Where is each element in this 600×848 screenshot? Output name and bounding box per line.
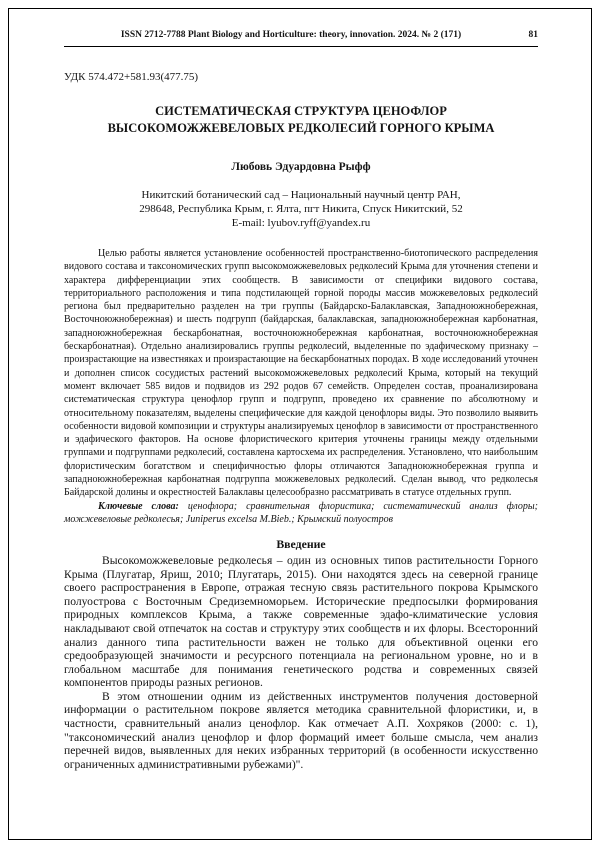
keywords-label: Ключевые слова: — [98, 500, 179, 512]
page-number: 81 — [528, 30, 538, 40]
article-title: СИСТЕМАТИЧЕСКАЯ СТРУКТУРА ЦЕНОФЛОР ВЫСОКОМОЖЖЕВЕЛОВЫХ РЕДКОЛЕСИЙ ГОРНОГО КРЫМА — [107, 104, 495, 135]
author-name: Любовь Эдуардовна Рыфф — [231, 160, 371, 173]
affiliation-line-2: 298648, Республика Крым, г. Ялта, пгт Никита, Спуск Никитский, 52 — [139, 202, 463, 215]
journal-line: ISSN 2712-7788 Plant Biology and Horticulture: theory, innovation. 2024. № 2 (171) — [120, 30, 462, 40]
affiliation-line-1: Никитский ботанический сад – Национальный научный центр РАН, — [141, 188, 461, 201]
keywords-text: ценофлора; сравнительная флористика; систематический анализ флоры; можжевеловые редколесья; — [64, 500, 539, 525]
email-line: E-mail: lyubov.ryff@yandex.ru — [231, 216, 371, 229]
intro-paragraph-2: В этом отношении одним из действенных инструментов получения достоверной информации о растительном покрове является методика сравнительной флористики, и, в частности, сравнительный анализ ценофлор. Как отмечает А.П. Хохряков (2000: с. 1), "таксономический анализ ценофлор и флор формаций имеет больше смысла, чем анализ перечней видов, выявленных для неких избранных территорий (в особенности искусственно ограниченных административными рубежами)". — [64, 689, 538, 771]
affiliation-block — [64, 188, 538, 230]
keywords-latin-name: Juniperus excelsa — [185, 513, 258, 525]
keywords-block — [64, 500, 538, 527]
udc-code: УДК 574.472+581.93(477.75) — [64, 71, 199, 83]
intro-paragraph-1: Высокоможжевеловые редколесья – один из основных типов растительности Горного Крыма (Плугатар, Яриш, 2010; Плугатарь, 2015). Они находятся здесь на северной границе своего распространения в Европе, отражая тесную связь растительного покрова Крымского полуострова с Восточным Средиземноморьем. Исторические предпосылки формирования природных комплексов Крыма, а также современные эдафо-климатические условия накладывают свой отпечаток на состав и структуру этих сообществ и их флоры. Всесторонний анализ данного типа растительности важен не только для объективной оценки его средообразующей значимости и ресурсного потенциала на региональном уровне, но и в глобальном масштабе для понимания генетического родства и современных связей компонентов природы разных регионов. — [64, 554, 538, 690]
keywords-tail: M.Bieb.; Крымский полуостров — [259, 513, 393, 525]
running-header — [64, 30, 538, 47]
section-heading-introduction: Введение — [276, 537, 326, 552]
abstract-text: Целью работы является установление особенностей пространственно-биотопического распределения видового состава и таксономических групп высокоможжевеловых редколесий Крыма для уточнения степени и характера дифференциации этих сообществ. В зависимости от специфики видового состава, территориального расположения и типа подстилающей горной породы массив можжевеловых редколесий региона был предварительно разделен на три группы (Байдарско-Балаклавская, Западноюжнобережная, Восточноюжнобережная) и шесть подгрупп (байдарская, балаклавская, западноюжнобережная карбонатная, западноюжнобережная бескарбонатная, восточноюжнобережная карбонатная, восточноюжнобережная бескарбонатная). Отдельно анализировались группы редколесий, выделенные по эдафическому признаку – произрастающие на известняках и произрастающие на бескарбонатных породах. В ходе исследований уточнен и дополнен список сосудистых растений высокоможжевеловых редколесий Крыма, который на текущий момент включает 585 видов и подвидов из 292 родов 67 семейств. Определен состав, проанализирована систематическая структура ценофлор групп и подгрупп, проведено их сравнение по абсолютному и относительному показателям, выделены специфические для каждой ценофлоры виды. Это позволило выявить особенности видовой композиции и структуры анализируемых ценофлор в зависимости от пространственного и эдафического факторов. На основе флористического критерия уточнены границы между отдельными группами и подгруппами редколесий, составлена картосхема их распределения. Установлено, что наибольшим флористическим богатством и специфичностью флоры отличаются Западноюжнобережная группа и западноюжнобережная карбонатная подгруппа можжевеловых редколесий. Сделан вывод, что редколесья Байдарской долины и окрестностей Балаклавы целесообразно рассматривать в статусе отдельных групп. — [64, 247, 538, 499]
page-content — [64, 30, 538, 771]
